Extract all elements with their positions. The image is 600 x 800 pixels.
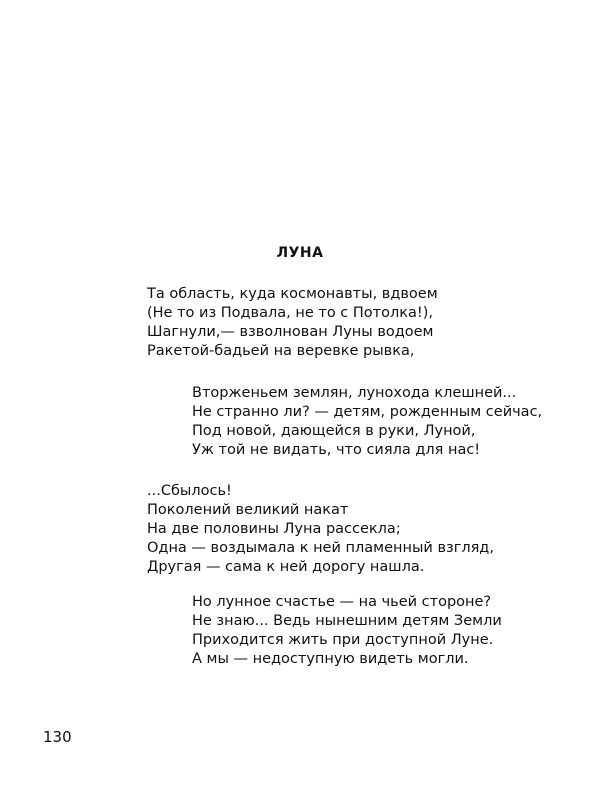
poem-line: Но лунное счастье — на чьей стороне? (192, 594, 492, 610)
poem-line: (Не то из Подвала, не то с Потолка!), (147, 305, 433, 321)
poem-line: Уж той не видать, что сияла для нас! (192, 442, 481, 458)
poem-line: Поколений великий накат (147, 502, 349, 518)
stanza-1 (147, 285, 438, 361)
poem-line: ...Сбылось! (147, 483, 232, 499)
poem-line: Не странно ли? — детям, рожденным сейчас, (192, 404, 543, 420)
poem-line: Шагнули,— взволнован Луны водоем (147, 324, 434, 340)
poem-line: Под новой, дающейся в руки, Луной, (192, 423, 476, 439)
poem-line: Ракетой-бадьей на веревке рывка, (147, 343, 415, 359)
poem-line: Вторженьем землян, лунохода клешней... (192, 385, 517, 401)
poem-title: ЛУНА (276, 245, 324, 261)
poem-line: Не знаю... Ведь нынешним детям Земли (192, 613, 502, 629)
poem-line: А мы — недоступную видеть могли. (192, 651, 469, 667)
stanza-2 (192, 384, 542, 460)
poem-line: Одна — воздымала к ней пламенный взгляд, (147, 540, 494, 556)
stanza-4 (192, 593, 502, 669)
page-number: 130 (43, 728, 72, 746)
poem-line: Приходится жить при доступной Луне. (192, 632, 494, 648)
poem-line: Та область, куда космонавты, вдвоем (147, 286, 438, 302)
poem-line: Другая — сама к ней дорогу нашла. (147, 559, 425, 575)
poem-line: На две половины Луна рассекла; (147, 521, 401, 537)
stanza-3 (147, 482, 494, 577)
